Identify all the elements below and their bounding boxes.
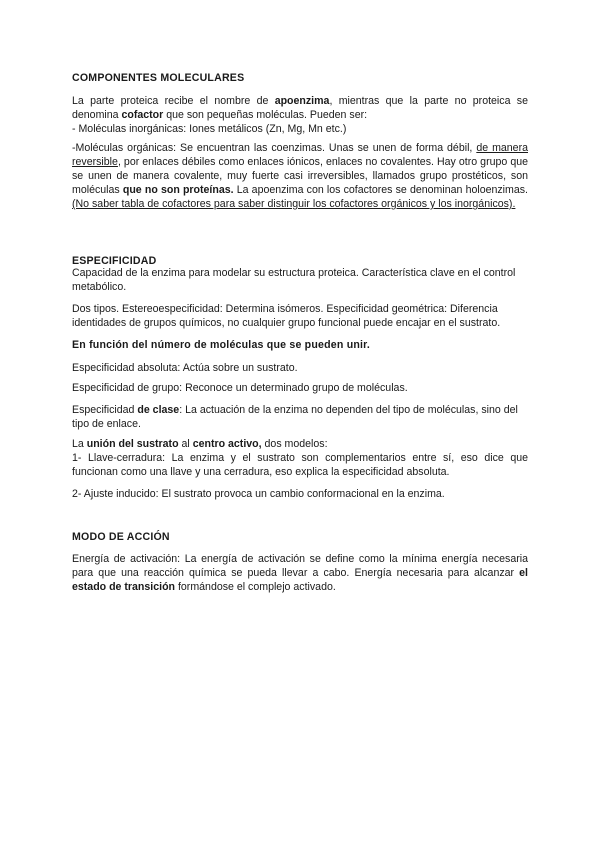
underline-reversible: de manera reversible (72, 142, 528, 168)
text-run: al (178, 438, 193, 450)
paragraph-ajuste-inducido: 2- Ajuste inducido: El sustrato provoca un cambio conformacional en la enzima. (72, 488, 445, 500)
bold-no-proteinas: que no son proteínas. (122, 184, 234, 196)
heading-especificidad: ESPECIFICIDAD (72, 255, 157, 267)
text-run: La apoenzima con los cofactores se denominan holoenzimas. (233, 184, 528, 196)
text-run: Energía de activación: La energía de activación se define como la mínima energía necesaria para que una reacción química se pueda llevar a cabo. Energía necesaria para alcanzar (72, 553, 528, 579)
text-run: La (72, 438, 87, 450)
text-run: , mientras que la parte no proteica se denomina (72, 95, 528, 121)
underline-note-cofactors: (No saber tabla de cofactores para saber distinguir los cofactores orgánicos y los inorgánicos). (72, 198, 516, 210)
bold-centro-activo: centro activo, (192, 438, 262, 450)
paragraph-organic-molecules (72, 141, 528, 211)
paragraph-llave-cerradura: 1- Llave-cerradura: La enzima y el sustrato son complementarios entre sí, eso dice que funcionan como una llave y una cerradura, eso explica la especificidad absoluta. (72, 452, 528, 478)
subheading-numero-moleculas: En función del número de moléculas que se pueden unir. (72, 339, 371, 351)
text-run: La parte proteica recibe el nombre de (72, 95, 275, 107)
text-run: que son pequeñas moléculas. Pueden ser: (163, 109, 368, 121)
bold-apoenzima: apoenzima (274, 95, 330, 107)
paragraph-especificidad-clase (72, 403, 528, 431)
text-run: : La actuación de la enzima no dependen del tipo de moléculas, sino del tipo de enlace. (72, 404, 518, 430)
text-run: dos modelos: (261, 438, 328, 450)
paragraph-capacidad: Capacidad de la enzima para modelar su estructura proteica. Característica clave en el control metabólico. (72, 267, 516, 293)
paragraph-apoenzima (72, 94, 528, 122)
bold-estado-transicion: el estado de transición (72, 567, 528, 593)
text-run: Especificidad (72, 404, 138, 416)
heading-componentes-moleculares: COMPONENTES MOLECULARES (72, 72, 245, 84)
text-run: -Moléculas orgánicas: Se encuentran las coenzimas. Unas se unen de forma débil, (72, 142, 477, 154)
paragraph-especificidad-grupo: Especificidad de grupo: Reconoce un determinado grupo de moléculas. (72, 382, 408, 394)
bold-union-sustrato: unión del sustrato (86, 438, 179, 450)
bold-cofactor: cofactor (121, 109, 164, 121)
heading-modo-de-accion: MODO DE ACCIÓN (72, 531, 170, 543)
text-run: formándose el complejo activado. (175, 581, 336, 593)
paragraph-especificidad-absoluta: Especificidad absoluta: Actúa sobre un sustrato. (72, 362, 298, 374)
text-run: , por enlaces débiles como enlaces iónicos, enlaces no covalentes. Hay otro grupo que se unen de manera covalente, muy fuerte casi irreversibles, llamados grupo prostéticos, son moléculas (72, 156, 528, 196)
paragraph-union-sustrato (72, 437, 528, 451)
paragraph-inorganic-molecules: - Moléculas inorgánicas: Iones metálicos (Zn, Mg, Mn etc.) (72, 123, 347, 135)
bold-de-clase: de clase (137, 404, 180, 416)
paragraph-dos-tipos: Dos tipos. Estereoespecificidad: Determina isómeros. Especificidad geométrica: Diferencia identidades de grupos químicos, no cualquier grupo funcional puede encajar en el sustrato. (72, 303, 501, 329)
paragraph-energia-activacion (72, 552, 528, 594)
